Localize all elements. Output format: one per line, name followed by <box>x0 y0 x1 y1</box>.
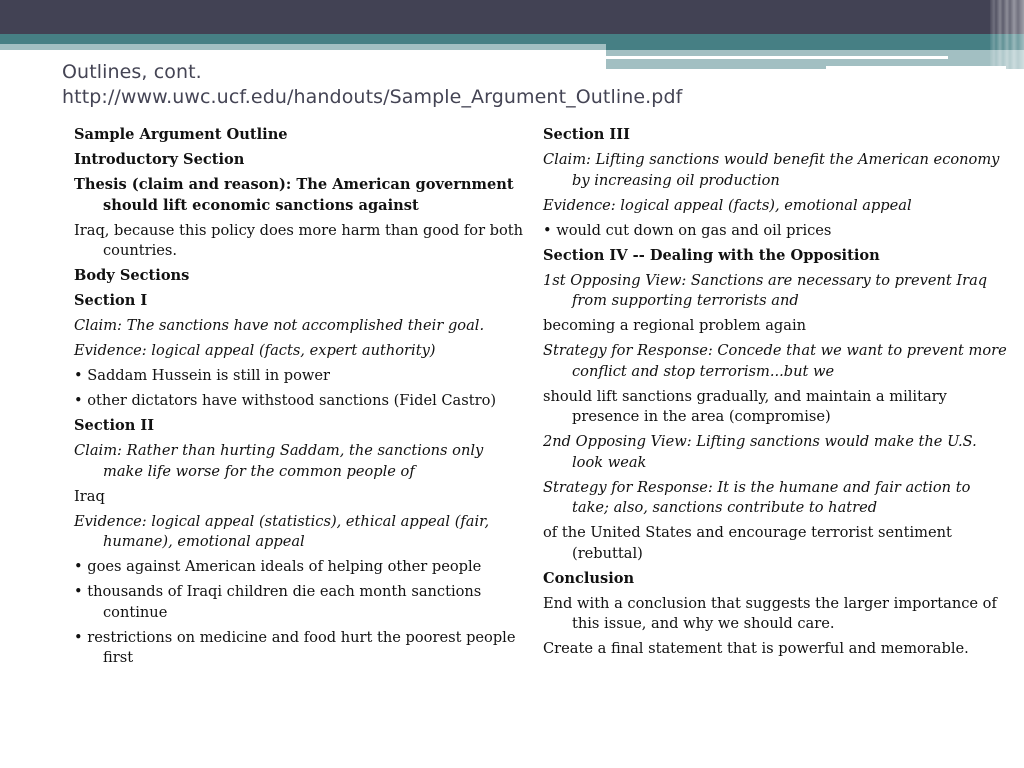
outline-paragraph: Iraq <box>74 487 105 505</box>
outline-paragraph: Body Sections <box>74 267 190 284</box>
header-light-strip-left <box>0 44 606 50</box>
outline-paragraph: Evidence: logical appeal (statistics), ethical appeal (fair, humane), emotional appeal <box>74 512 490 550</box>
slide-title-line1: Outlines, cont. <box>62 61 202 83</box>
slide-title <box>62 60 682 110</box>
outline-paragraph: End with a conclusion that suggests the larger importance of this issue, and why we should care. <box>543 594 997 632</box>
outline-paragraph: Introductory Section <box>74 151 245 168</box>
outline-paragraph: of the United States and encourage terrorist sentiment (rebuttal) <box>543 524 952 562</box>
header-white-line <box>606 56 948 59</box>
outline-paragraph: Claim: The sanctions have not accomplished their goal. <box>74 317 485 334</box>
outline-paragraph: Sample Argument Outline <box>74 126 288 143</box>
outline-paragraph: Strategy for Response: Concede that we want to prevent more conflict and stop terrorism...but we <box>543 342 1007 380</box>
header-white-notch <box>826 66 1006 70</box>
outline-paragraph: Evidence: logical appeal (facts, expert authority) <box>74 342 436 359</box>
outline-bullet: • would cut down on gas and oil prices <box>543 221 832 239</box>
outline-bullet: • thousands of Iraqi children die each month sanctions continue <box>74 583 482 621</box>
outline-paragraph: Strategy for Response: It is the humane and fair action to take; also, sanctions contribute to hatred <box>543 478 971 516</box>
outline-paragraph: Claim: Rather than hurting Saddam, the sanctions only make life worse for the common people of <box>74 442 484 480</box>
outline-bullet: • other dictators have withstood sanctions (Fidel Castro) <box>74 392 497 409</box>
outline-bullet: • Saddam Hussein is still in power <box>74 367 330 384</box>
outline-paragraph: Section II <box>74 417 155 434</box>
header-decorative-stripes <box>990 0 1024 70</box>
outline-bullet: • goes against American ideals of helping other people <box>74 558 482 575</box>
outline-paragraph: Section I <box>74 292 148 309</box>
outline-paragraph: Section IV -- Dealing with the Opposition <box>543 246 880 264</box>
outline-paragraph: Thesis (claim and reason): The American government should lift economic sanctions against <box>74 176 514 214</box>
outline-paragraph: becoming a regional problem again <box>543 317 807 334</box>
outline-paragraph: should lift sanctions gradually, and maintain a military presence in the area (compromise) <box>543 387 947 425</box>
outline-paragraph: Conclusion <box>543 569 635 587</box>
outline-paragraph: Section III <box>543 126 630 143</box>
outline-paragraph: Iraq, because this policy does more harm than good for both countries. <box>74 221 524 259</box>
header-dark-bar <box>0 0 1024 34</box>
outline-bullet: • restrictions on medicine and food hurt the poorest people first <box>74 628 516 666</box>
outline-paragraph: Evidence: logical appeal (facts), emotional appeal <box>543 196 912 214</box>
outline-paragraph: 2nd Opposing View: Lifting sanctions would make the U.S. look weak <box>543 433 977 471</box>
outline-paragraph: Claim: Lifting sanctions would benefit the American economy by increasing oil production <box>543 151 1000 189</box>
outline-paragraph: 1st Opposing View: Sanctions are necessary to prevent Iraq from supporting terrorists and <box>543 271 988 309</box>
outline-paragraph: Create a final statement that is powerful and memorable. <box>543 640 969 657</box>
slide-title-url: http://www.uwc.ucf.edu/handouts/Sample_Argument_Outline.pdf <box>62 86 683 108</box>
outline-right-column <box>543 125 1008 664</box>
outline-left-column <box>74 125 524 673</box>
